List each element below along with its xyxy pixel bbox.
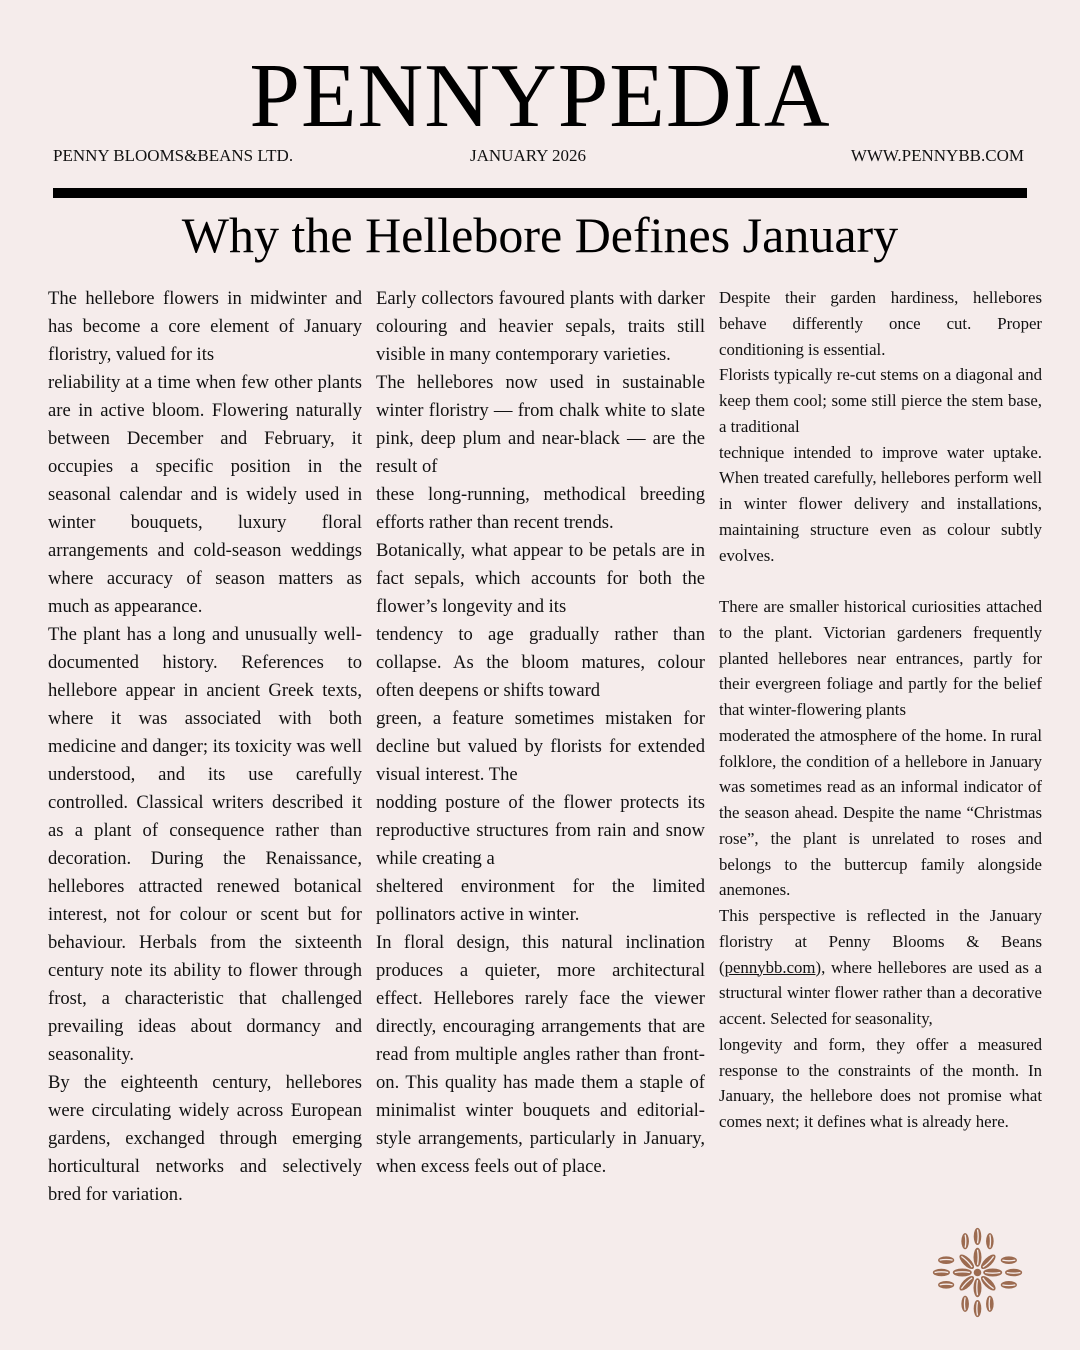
article-paragraph bbox=[719, 362, 1042, 568]
paragraph-segment: In floral design, this natural inclination produces a quieter, more architectural effect. Hellebores rarely face the viewer directly, encouraging arrangements that are read from multiple angles rather than front-on. This quality has made them a staple of minimalist winter bouquets and editorial-style arrangements, particularly in January, when excess feels out of place. bbox=[376, 932, 705, 1177]
outer-bean-petal bbox=[974, 1300, 982, 1317]
inner-bean-petal bbox=[953, 1269, 972, 1277]
inner-bean-petal bbox=[957, 1274, 976, 1293]
outer-bean-petal bbox=[986, 1296, 994, 1312]
article-paragraph bbox=[48, 285, 362, 621]
publisher-name: PENNY BLOOMS&BEANS LTD. bbox=[53, 146, 294, 165]
paragraph-segment: By the eighteenth century, hellebores were circulating widely across European gardens, exchanged through emerging horticultural networks and selectively bred for variation. bbox=[48, 1072, 362, 1205]
closing-final-sentence: longevity and form, they offer a measured response to the constraints of the month. In January, the hellebore does not promise what comes next; it defines what is already here. bbox=[719, 1034, 1042, 1131]
article-paragraph bbox=[719, 285, 1042, 362]
outer-bean-petal bbox=[1001, 1281, 1017, 1289]
outer-bean-petal bbox=[938, 1281, 954, 1289]
outer-bean-petal bbox=[974, 1228, 982, 1245]
inner-bean-petal bbox=[957, 1252, 976, 1271]
closing-text-before-link: This perspective is reflected in the January floristry at Penny Blooms & Beans ( bbox=[719, 906, 1042, 977]
article-headline: Why the Hellebore Defines January bbox=[181, 207, 899, 263]
logo-center-dot bbox=[974, 1269, 982, 1277]
outer-bean-petal bbox=[938, 1256, 954, 1264]
paragraph-segment: There are smaller historical curiosities attached to the plant. Victorian gardeners frequently planted hellebores near entrances, partly for their evergreen foliage and partly for the belief that winter-flowering plants bbox=[719, 597, 1042, 719]
article-paragraph bbox=[376, 537, 705, 929]
coffee-bean-flower-icon bbox=[930, 1225, 1025, 1320]
paragraph-segment: The hellebores now used in sustainable winter floristry — from chalk white to slate pink, deep plum and near-black — are the result of bbox=[376, 372, 705, 477]
paragraph-segment: green, a feature sometimes mistaken for decline but valued by florists for extended visual interest. The bbox=[376, 708, 705, 785]
paragraph-segment: sheltered environment for the limited pollinators active in winter. bbox=[376, 876, 705, 925]
article-column-3 bbox=[719, 285, 1042, 1135]
paragraph-segment: Despite their garden hardiness, hellebores behave differently once cut. Proper conditioning is essential. bbox=[719, 288, 1042, 359]
pennybb-link[interactable]: pennybb.com bbox=[724, 957, 816, 977]
paragraph-segment: Florists typically re-cut stems on a diagonal and keep them cool; some still pierce the stem base, a traditional bbox=[719, 365, 1042, 436]
masthead-title: PENNYPEDIA bbox=[249, 45, 831, 146]
issue-date: JANUARY 2026 bbox=[470, 146, 587, 165]
paragraph-segment: Botanically, what appear to be petals are in fact sepals, which accounts for both the flower’s longevity and its bbox=[376, 540, 705, 617]
article-paragraph bbox=[376, 929, 705, 1181]
paragraph-segment: tendency to age gradually rather than collapse. As the bloom matures, colour often deepens or shifts toward bbox=[376, 624, 705, 701]
paragraph-spacer bbox=[719, 568, 1042, 594]
inner-bean-petal bbox=[974, 1248, 982, 1267]
outer-bean-petal bbox=[1001, 1256, 1017, 1264]
outer-bean-petal bbox=[986, 1233, 994, 1249]
paragraph-segment: reliability at a time when few other plants are in active bloom. Flowering naturally between December and February, it occupies a specific position in the seasonal calendar and is widely used in winter bouquets, luxury floral arrangements and cold-season weddings where accuracy of season matters as much as appearance. bbox=[48, 372, 362, 617]
paragraph-segment: these long-running, methodical breeding efforts rather than recent trends. bbox=[376, 484, 705, 533]
article-paragraph bbox=[48, 621, 362, 1069]
outer-bean-petal bbox=[933, 1269, 950, 1277]
outer-bean-petal bbox=[961, 1233, 969, 1249]
article-paragraph bbox=[48, 1069, 362, 1209]
article-paragraph bbox=[376, 369, 705, 537]
inner-bean-petal bbox=[979, 1252, 998, 1271]
inner-bean-petal bbox=[979, 1274, 998, 1293]
article-paragraph bbox=[719, 594, 1042, 903]
paragraph-segment: The plant has a long and unusually well-documented history. References to hellebore appear in ancient Greek texts, where it was associated with both medicine and danger; its toxicity was well understood, and its use carefully controlled. Classical writers described it as a plant of consequence rather than decoration. During the Renaissance, hellebores attracted renewed botanical interest, not for colour or scent but for behaviour. Herbals from the sixteenth century note its ability to flower through frost, a characteristic that challenged prevailing ideas about dormancy and seasonality. bbox=[48, 624, 362, 1065]
inner-bean-petal bbox=[983, 1269, 1002, 1277]
article-paragraph bbox=[376, 285, 705, 369]
website-link[interactable]: WWW.PENNYBB.COM bbox=[850, 146, 1024, 165]
article-column-2 bbox=[376, 285, 705, 1181]
paragraph-segment: technique intended to improve water uptake. When treated carefully, hellebores perform well in winter flower delivery and installations, maintaining structure even as colour subtly evolves. bbox=[719, 442, 1042, 565]
paragraph-segment: The hellebore flowers in midwinter and has become a core element of January floristry, valued for its bbox=[48, 288, 362, 365]
inner-bean-petal bbox=[974, 1278, 982, 1297]
article-column-1 bbox=[48, 285, 362, 1209]
closing-paragraph bbox=[719, 903, 1042, 1135]
paragraph-segment: moderated the atmosphere of the home. In rural folklore, the condition of a hellebore in January was sometimes read as an informal indicator of the season ahead. Despite the name “Christmas rose”, the plant is unrelated to roses and belongs to the buttercup family alongside anemones. bbox=[719, 725, 1042, 900]
paragraph-segment: Early collectors favoured plants with darker colouring and heavier sepals, traits still visible in many contemporary varieties. bbox=[376, 288, 705, 365]
outer-bean-petal bbox=[961, 1296, 969, 1312]
closing-text-after-link: ), where hellebores are used as a structural winter flower rather than a decorative accent. Selected for seasonality, bbox=[719, 957, 1042, 1028]
outer-bean-petal bbox=[1005, 1269, 1022, 1277]
masthead-rule bbox=[53, 188, 1027, 198]
paragraph-segment: nodding posture of the flower protects its reproductive structures from rain and snow while creating a bbox=[376, 792, 705, 869]
